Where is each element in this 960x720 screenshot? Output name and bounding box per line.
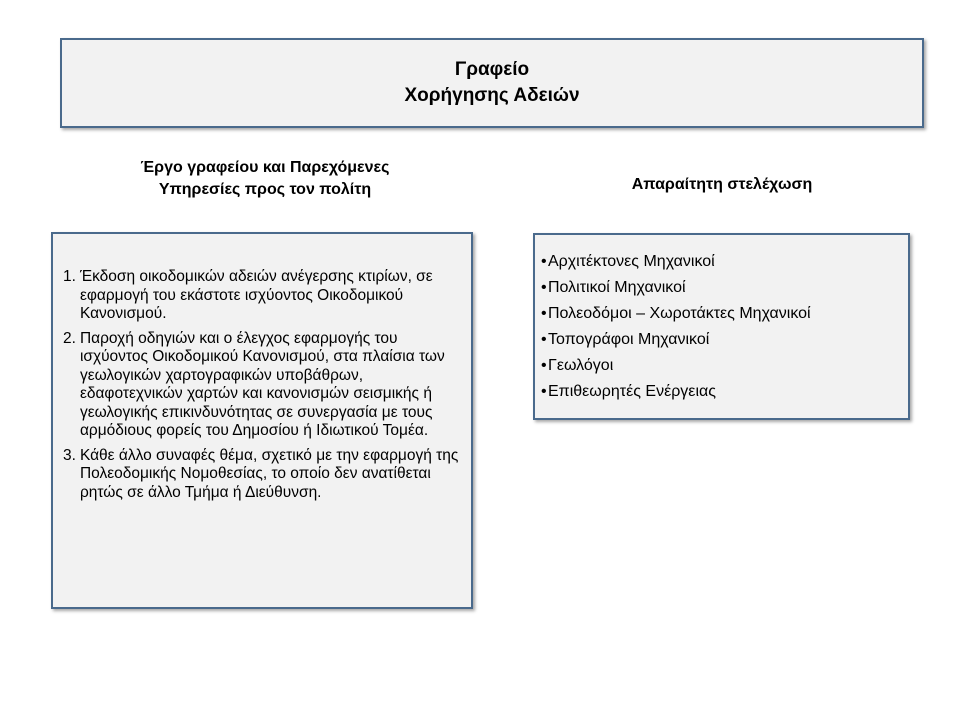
bullet-icon: •	[541, 253, 547, 270]
service-item	[63, 330, 463, 441]
title-line-2: Χορήγησης Αδειών	[404, 85, 580, 106]
staff-item	[541, 249, 902, 275]
staff-list	[541, 249, 902, 405]
staffing-heading: Απαραίτητη στελέχωση	[631, 176, 813, 193]
title-line-1: Γραφείο	[454, 59, 530, 80]
bullet-icon: •	[541, 383, 547, 400]
bullet-icon: •	[541, 279, 547, 296]
staff-item-label: Γεωλόγοι	[548, 357, 614, 374]
staff-item-label: Τοπογράφοι Μηχανικοί	[548, 331, 710, 348]
staff-item	[541, 301, 902, 327]
title-box	[60, 38, 924, 128]
service-item-text: Έκδοση οικοδομικών αδειών ανέγερσης κτιρίων, σε εφαρμογή του εκάστοτε ισχύοντος Οικοδομικού Κανονισμού.	[79, 268, 433, 322]
bullet-icon: •	[541, 357, 547, 374]
staff-item-label: Επιθεωρητές Ενέργειας	[548, 383, 716, 400]
service-item-text: Κάθε άλλο συναφές θέμα, σχετικό με την εφαρμογή της Πολεοδομικής Νομοθεσίας, το οποίο δεν ανατίθεται ρητώς σε άλλο Τμήμα ή Διεύθυνση.	[79, 446, 459, 501]
staff-item-label: Πολιτικοί Μηχανικοί	[548, 279, 686, 296]
bullet-icon: •	[541, 331, 547, 348]
staff-item	[541, 327, 902, 353]
staff-item-label: Αρχιτέκτονες Μηχανικοί	[548, 253, 715, 270]
service-item-number: 2.	[63, 329, 76, 347]
staff-item	[541, 379, 902, 405]
staff-item	[541, 353, 902, 379]
staff-item	[541, 275, 902, 301]
services-box	[51, 232, 473, 609]
services-heading-line-2: Υπηρεσίες προς τον πολίτη	[158, 181, 372, 198]
services-heading-line-1: Έργο γραφείου και Παρεχόμενες	[140, 159, 390, 176]
service-item-number: 3.	[63, 446, 76, 464]
staff-item-label: Πολεοδόμοι – Χωροτάκτες Μηχανικοί	[548, 305, 811, 322]
service-item-text: Παροχή οδηγιών και ο έλεγχος εφαρμογής του ισχύοντος Οικοδομικού Κανονισμού, στα πλαίσια των γεωλογικών χαρτογραφικών υποβάθρων, εδαφοτεχνικών χαρτών και κανονισμών σεισμικής ή γεωλογικής επικινδυνότητας σε συνεργασία με τους αρμόδιους φορείς του Δημοσίου ή Ιδιωτικού Τομέα.	[79, 329, 445, 439]
service-item-number: 1.	[63, 268, 76, 285]
service-item	[63, 268, 463, 324]
service-item	[63, 447, 463, 503]
services-heading	[60, 157, 470, 201]
bullet-icon: •	[541, 305, 547, 322]
staffing-box	[533, 233, 910, 420]
